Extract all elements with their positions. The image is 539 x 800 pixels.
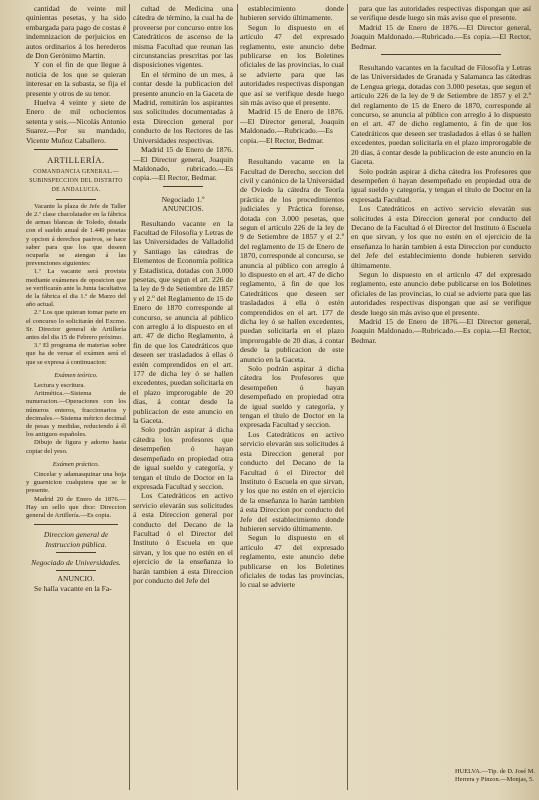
- paragraph: 2.ª Los que quieran tomar parte en el concurso lo solicitarán del Excmo. Sr. Director general de Artillería antes del dia 15 de Febrero próximo.: [26, 309, 126, 341]
- divider: [56, 199, 96, 200]
- paragraph: Aritmética.—Sistema de numeracion.—Operaciones con los números enteros, fraccionarios y decimales.—Sistema métrico decimal de pesas y medidas, reduciendo á él los antiguos españoles.: [26, 390, 126, 439]
- paragraph: para que las autoridades respectivas dispongan que así se verifique desde luego sin más aviso que el presente.: [351, 4, 531, 23]
- paragraph: Madrid 20 de Enero de 1876.—Hay un sello que dice: Direccion general de Artillería.—Es copia.: [26, 495, 126, 520]
- paragraph: Huelva 4 veinte y siete de Enero de mil ochocientos setenta y seis.—Nicolás Antonio Suarez.—Por su mandado, Vicente Muñoz Caballero.: [26, 98, 126, 145]
- divider: [56, 552, 96, 553]
- exam-heading: Exámen práctico.: [52, 460, 100, 468]
- divider: [34, 524, 118, 525]
- paragraph: Segun lo dispuesto en el artículo 47 del expresado reglamento, este anuncio debe publicarse en los Boletines oficiales de las provincias, lo cual se advierte para que las autoridades respectivas dispongan que así se verifique desde luego sin más aviso que el presente.: [351, 269, 531, 317]
- paragraph: cantidad de veinte mil quinientas pesetas, y ha sido embargada para pago de costas é indemnizacion de perjuicios en autos ordinarios á los herederos de Don Gerónimo Martin.: [26, 4, 126, 61]
- section-heading: ARTILLERÍA.: [47, 156, 105, 166]
- paragraph: Resultando vacante en la Facultad de Derecho, seccion del civil y canónico de la Universidad de Oviedo la cátedra de Teoría práctica de los procedimientos judiciales y Práctica forense, dotada con 3.000 pesetas, que segun el artículo 226 de la ley de 9 de Setiembre de 1857 y el 2.º del reglamento de 15 de Enero de 1870, corresponde al concurso, se anuncia al público con arreglo á lo dispuesto en el art. 47 de dicho reglamento, á fin de que los Catedráticos que deseen ser trasladados á ella ó estén comprendidos en el art. 177 de dicha ley ó se hallen excedentes, puedan solicitarla en el plazo improrogable de 20 dias, á contar desde la publicacion de este anuncio en la Gaceta.: [240, 157, 344, 364]
- paragraph: Solo podrán aspirar á dicha cátedra los Profesores que desempeñen ó hayan desempeñado en propiedad otra de igual sueldo y categoría, y tengan el título de Doctor en la expresada Facultad.: [351, 166, 531, 204]
- artilleria-notice: [26, 203, 126, 521]
- paragraph: Solo podrán aspirar á dicha cátedra los Profesores que desempeñen ó hayan desempeñado en propiedad otra de igual sueldo y categoría, y tengan el título de Doctor en la expresada Facultad y seccion.: [240, 364, 344, 430]
- column-1: [26, 4, 126, 794]
- paragraph: Los Catedráticos en activo servicio elevarán sus solicitudes á esta Direccion general por conducto del Decano de la Facultad ó el Director del Instituto ó Escuela en que sirvan, y los que no estén en el ejercicio de la enseñanza lo harán tambien á esta Direccion por conducto del Jefe del: [133, 491, 233, 585]
- paragraph: cultad de Medicina una cátedra de término, la cual ha de proveerse por concurso entre los Catedráticos de ascenso de la misma Facultad que reunan las circunstancias prescritas por las disposiciones vigentes.: [133, 4, 233, 70]
- paragraph: 3.ª El programa de materias sobre que ha de versar el exámen será el que se expresa á continuacion:: [26, 342, 126, 366]
- paragraph: Madrid 15 de Enero de 1876.—El Director general, Joaquin Maldonado.—Rubricado.—Es copia.—El Rector, Bedmar.: [351, 22, 531, 51]
- paragraph: 1.ª La vacante será provista mediante exámenes de oposicion que se verificarán ante la Junta facultativa de la fábrica el dia 1.º de Marzo del año actual.: [26, 268, 126, 309]
- exam-heading: Exámen teórico.: [54, 371, 98, 379]
- paragraph: Segun lo dispuesto en el artículo 47 del expresado reglamento, este anuncio debe publicarse en los Boletines oficiales de todas las provincias, lo cual se advierte: [240, 533, 344, 590]
- anuncios-heading: ANUNCIOS.: [162, 204, 204, 214]
- paragraph: Madrid 15 de Enero de 1876.—El Director general, Joaquin Maldonado.—Rubricado.—Es copia.—El Rector, Bedmar.: [240, 107, 344, 145]
- column-4: [351, 4, 531, 794]
- paragraph: Cincelar y adamasquinar una hoja y guarnicion cualquiera que se le presente.: [26, 471, 126, 495]
- paragraph: Dibujo de figura y adorno hasta copiar del yeso.: [26, 439, 126, 455]
- paragraph: Los Catedráticos en activo servicio elevarán sus solicitudes á esta Direccion general por conducto del Decano de la Facultad ó el Director del Instituto ó Escuela en que sirvan, y los que no estén en el ejercicio de la enseñanza lo harán tambien á esta Direccion por conducto del Jefe del establecimiento donde hubieren servido últimamente.: [351, 204, 531, 270]
- column-rule: [129, 4, 130, 790]
- paragraph: En el término de un mes, á contar desde la publicacion del presente anuncio en la Gaceta de Madrid, remitirán los aspirantes sus solicitudes documentadas á esta Direccion general por conducto de los Rectores de las Universidades respectivas.: [133, 69, 233, 145]
- section-subheading: COMANDANCIA GENERAL.—SUBINSPECCION DEL DISTRITO DE ANDALUCIA.: [29, 168, 123, 194]
- anuncio-heading: ANUNCIO.: [57, 574, 95, 584]
- column-3: [240, 4, 344, 794]
- negociado-heading: Negociado de Universidades.: [31, 558, 121, 568]
- paragraph: Madrid 15 de Enero de 1876.—El Director general, Joaquin Maldonado.—Rubricado.—Es copia.—El Rector, Bedmar.: [351, 317, 531, 345]
- paragraph: Lectura y escritura.: [34, 381, 86, 389]
- paragraph: Solo podrán aspirar á dicha cátedra los profesores que desempeñen ó hayan desempeñado en propiedad otra de igual sueldo y categoría, y tengan el título de Doctor en la expresada Facultad y seccion.: [133, 425, 233, 491]
- direction-heading: Direccion general de Instruccion pública.: [43, 530, 109, 549]
- divider: [270, 148, 314, 149]
- paragraph: Resultando vacantes en la facultad de Filosofía y Letras de las Universidades de Granada y Salamanca las cátedras de Lengua griega, dotadas con 3.000 pesetas, que segun el artículo 226 de la ley de 9 de Setiembre de 1857 y el 2.º del reglamento de 15 de Enero de 1870, corresponde al concurso, se anuncia al público con arreglo á lo dispuesto en el art. 47 de dicho reglamento, á fin de que los Catedráticos que deseen ser trasladados á ellas ó se hallen excedentes, puedan solicitarla en el plazo improrogable de 20 dias, á contar desde la publicacion de este anuncio en la Gaceta.: [351, 63, 531, 167]
- paragraph: Resultando vacante en la Facultad de Filosofía y Letras de las Universidades de Valladolid y Santiago las cátedras de Elementos de Economía política y Estadística, dotadas con 3.000 pesetas, que segun el art. 226 de la ley de 9 de Setiembre de 1857 y el 2.º del Reglamento de 15 de Enero de 1870 corresponde al concurso, se anuncia al público con arreglo á lo dispuesto en el art. 47 de dicho Reglamento, á fin de que los Catedráticos que deseen ser trasladados á ellas ó estén comprendidos en el art. 177 de dicha ley ó se hallen excedentes, puedan solicitarla en el plazo improrogable de 20 dias, á contar desde la publicacion de este anuncio en la Gaceta.: [133, 218, 233, 426]
- paragraph: Y con el fin de que llegue á noticia de los que se quieran interesar en la subasta, se fija el presente y otros de su tenor.: [26, 60, 126, 98]
- paragraph: establecimiento donde hubieren servido últimamente.: [240, 4, 344, 23]
- paragraph: Vacante la plaza de Jefe de Taller de 2.ª clase chacolatador en la fábrica de armas blancas de Toledo, dotada con el sueldo anual de 1.449 pesetas y opcion á derechos pasivos, se hace saber para que los que deseen ocuparla se atengan á las prevenciones siguientes:: [26, 202, 126, 268]
- divider: [34, 149, 118, 150]
- paragraph: Madrid 15 de Enero de 1876.—El Director general, Joaquin Maldonado, rubricado.—Es copia.—El Rector, Bedmar.: [133, 145, 233, 183]
- paragraph: Se halla vacante en la Fa-: [34, 583, 112, 593]
- divider: [381, 54, 501, 55]
- divider: [56, 570, 96, 571]
- divider: [163, 186, 203, 187]
- paragraph: Segun lo dispuesto en el artículo 47 del expresado reglamento, este anuncio debe publicarse en los Boletines oficiales de las provincias, lo cual se advierte para que las autoridades respectivas dispongan que así se verifique desde luego sin más aviso que el presente.: [240, 22, 344, 108]
- paragraph: Los Catedráticos en activo servicio elevarán sus solicitudes á esta Direccion general por conducto del Decano de la Facultad ó el Director del Instituto ó Escuela en que sirvan, y los que no estén en el ejercicio de la enseñanza lo harán tambien á esta Direccion por conducto del Jefe del establecimiento donde hubieren servido últimamente.: [240, 429, 344, 533]
- column-rule: [237, 4, 238, 790]
- imprint: HUELVA.—Tip. de D. José M. Herrera y Pinzon.—Monjas, 5.: [455, 768, 536, 784]
- negociado-heading: Negociado 1.º: [161, 194, 205, 204]
- column-rule: [347, 4, 348, 790]
- column-2: [133, 4, 233, 794]
